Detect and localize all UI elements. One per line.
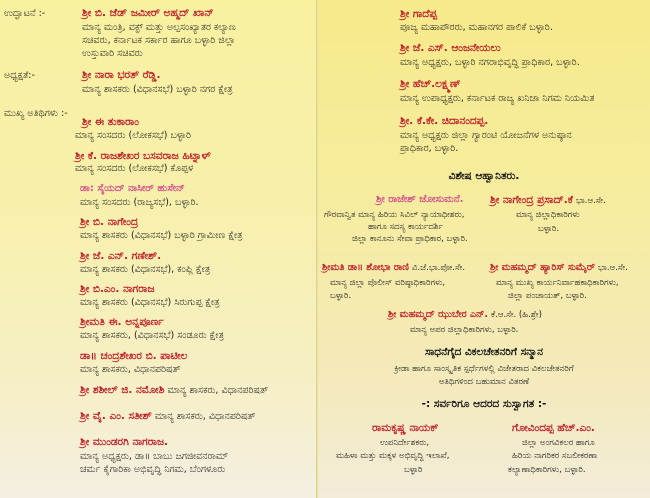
right-page	[318, 0, 650, 498]
guest-name: ಶ್ರೀ ಕೆ. ರಾಜಶೇಖರ ಬಸವರಾಜ ಹಿಟ್ನಾಳ್	[75, 150, 211, 162]
welcome-line: ಹಿರಿಯ ನಾಗರಿಕರ ಸಬಲೀಕರಣಾ	[512, 451, 598, 461]
felicitation-line: ಕ್ರೀಡಾ ಹಾಗೂ ಸಾಂಸ್ಕೃತಿಕ ಸ್ಪರ್ಧೆಗಳಲ್ಲಿ ವಿಜೇತರಾದ ವಿಕಲಚೇತನರಿಗೆ	[394, 364, 574, 374]
guest-name: ಶ್ರೀ ಈ ತುಕಾರಾಂ	[82, 116, 139, 128]
invitee-name: ಶ್ರೀ ಮಹಮ್ಮದ್ ಝುಬೇರ ಎನ್.	[388, 309, 489, 320]
invitee-line: ಜಿಲ್ಲಾ ಪಂಚಾಯತ್, ಬಳ್ಳಾರಿ.	[508, 291, 587, 301]
welcome-line: ಬಳ್ಳಾರಿ	[404, 465, 423, 475]
invitee-tag: ವಿ.ಜೆ.ಭಾ.ಪೋ.ಸೇ.	[411, 263, 466, 273]
invitee-line: ಬಳ್ಳಾರಿ.	[330, 291, 352, 301]
special-invitees-heading: ವಿಶೇಷ ಆಹ್ವಾನಿತರು.	[448, 170, 520, 182]
guest-name: ಶ್ರೀ ಬಿ.ಎಂ. ನಾಗರಾಜ	[80, 283, 155, 295]
guest-line: ಪೂಜ್ಯ ಮಹಾಪೌರರು, ಮಹಾನಗರ ಪಾಲಿಕೆ ಬಳ್ಳಾರಿ.	[400, 22, 553, 33]
guest-line: ಮಾನ್ಯ ಅಧ್ಯಕ್ಷರು, ಡಾ॥ ಬಾಬು ಜಗಜೀವನರಾಮ್	[80, 451, 228, 462]
guest-name: ಶ್ರೀಮತಿ ಈ. ಅನ್ನಪೂರ್ಣ	[80, 316, 164, 328]
inaugurator-line-3: ಉಸ್ತುವಾರಿ ಸಚಿವರು	[82, 48, 143, 59]
guest-name: ಶ್ರೀ ಜೆ. ಎಸ್. ಆಂಜನೇಯಲು	[400, 42, 501, 54]
invitee	[388, 309, 542, 321]
chair-line-1: ಮಾನ್ಯ ಶಾಸಕರು (ವಿಧಾನಸಭೆ) ಬಳ್ಳಾರಿ ನಗರ ಕ್ಷೇತ್ರ	[82, 84, 233, 95]
guest-line: ಮಾನ್ಯ ಶಾಸಕರು, ವಿಧಾನಪರಿಷತ್	[154, 411, 256, 422]
chair-name: ಶ್ರೀ ನಾರಾ ಭರತ್ ರೆಡ್ಡಿ.	[82, 69, 161, 81]
invitee-line: ಮಾನ್ಯ ಮುಖ್ಯ ಕಾರ್ಯನಿರ್ವಾಹಕಾಧಿಕಾರಿಗಳು,	[496, 278, 619, 288]
guest-line: ಮಾನ್ಯ ಶಾಸಕರು (ವಿಧಾನಸಭೆ) ಸಿರುಗುಪ್ಪ ಕ್ಷೇತ್ರ	[80, 297, 220, 308]
invitee-line: ಮಾನ್ಯ ಜಿಲ್ಲಾಧಿಕಾರಿಗಳು	[516, 210, 580, 220]
invitee	[490, 262, 628, 274]
invitee-name: ಶ್ರೀ ನಾಗೇಂದ್ರ ಪ್ರಸಾದ್.ಕೆ	[490, 194, 573, 206]
inline-guest	[80, 384, 268, 397]
guest-name: ಶ್ರೀ ಮುಂಡರಗಿ ನಾಗರಾಜ.	[80, 436, 169, 448]
guests-label: ಮುಖ್ಯ ಅತಿಥಿಗಳು :-	[4, 108, 68, 119]
invitee-line: ಮಾನ್ಯ ಅಪರ ಜಿಲ್ಲಾಧಿಕಾರಿಗಳು, ಬಳ್ಳಾರಿ.	[410, 325, 519, 335]
welcome-line: ಮಹಿಳಾ ಮತ್ತು ಮಕ್ಕಳ ಅಭಿವೃದ್ಧಿ ಇಲಾಖೆ,	[336, 451, 450, 461]
invitee-line: ಮಾನ್ಯ ಜಿಲ್ಲಾ ಪೊಲೀಸ್ ವರಿಷ್ಠಾಧಿಕಾರಿಗಳು,	[330, 278, 446, 288]
guest-line: ಮಾನ್ಯ ಶಾಸಕರು (ವಿಧಾನಸಭೆ), ಕಂಪ್ಲಿ ಕ್ಷೇತ್ರ	[80, 264, 211, 275]
felicitation-heading: ಸಾಧನೆಗೈದ ವಿಕಲಚೇತನರಿಗೆ ಸನ್ಮಾನ	[425, 346, 543, 358]
guest-line: ಮಾನ್ಯ ಸಂಸದರು (ಲೋಕಸಭೆ) ಬಳ್ಳಾರಿ	[75, 130, 192, 141]
invitee-line: ಗೌರವಾನ್ವಿತ ಮಾನ್ಯ ಹಿರಿಯ ಸಿವಿಲ್ ನ್ಯಾಯಾಧೀಶರು,	[324, 210, 465, 220]
guest-name: ಶ್ರೀ. ಕೆ.ಕೇ. ಚಿದಾನಂದಪ್ಪ.	[400, 115, 489, 127]
welcome-name: ರಾಮಕೃಷ್ಣ ನಾಯಕ್	[372, 422, 439, 434]
welcome-name: ಗೋವಿಂದಪ್ಪ ಹೆಚ್.ಎಂ.	[512, 422, 595, 434]
guest-line: ಮಾನ್ಯ ಶಾಸಕರು, ವಿಧಾನಪರಿಷತ್	[80, 364, 181, 375]
guest-name: ಡಾ: ಸೈಯದ್ ನಾಸೀರ್ ಹುಸೇನ್	[80, 183, 185, 194]
guest-line: ಮಾನ್ಯ ಶಾಸಕರು, ವಿಧಾನಪರಿಷತ್	[167, 385, 269, 396]
invitee	[322, 262, 465, 274]
left-page	[0, 0, 318, 498]
inline-guest	[80, 410, 255, 423]
invitee-name: ಶ್ರೀ ಮಹಮ್ಮದ್ ಹ್ಯಾರಿಸ್ ಸುಮೈರ್	[490, 262, 596, 273]
inaugurator-name: ಶ್ರೀ ಬಿ. ಜೆಡ್ ಜಮೀರ್ ಅಹ್ಮದ್ ಖಾನ್	[82, 7, 214, 19]
guest-line: ಪ್ರಾಧಿಕಾರ, ಬಳ್ಳಾರಿ.	[400, 143, 459, 154]
guest-line: ಮಾನ್ಯ ಶಾಸಕರು, (ವಿಧಾನಸಭೆ) ಸಂಡೂರು ಕ್ಷೇತ್ರ	[80, 330, 224, 341]
welcome-line: ಜಿಲ್ಲಾ ಅಂಗವಿಕಲರ ಹಾಗೂ	[522, 438, 595, 448]
welcome-line: ಕಲ್ಯಾಣಾಧಿಕಾರಿಗಳು, ಬಳ್ಳಾರಿ.	[508, 465, 586, 475]
inaugurator-line-2: ಸಚಿವರು, ಕರ್ನಾಟಕ ಸರ್ಕಾರ ಹಾಗೂ ಬಳ್ಳಾರಿ ಜಿಲ್ಲಾ	[82, 35, 236, 46]
invitee-tag: ಕೆ.ಆ.ಸೇ. (ಹಿ.ಶ್ರೇ)	[491, 310, 542, 320]
invitee-tag: ಭಾ.ಆ.ಸೇ.	[575, 196, 606, 206]
guest-line: ಚರ್ಮ ಕೈಗಾರಿಕಾ ಅಭಿವೃದ್ಧಿ ನಿಗಮ, ಬೆಂಗಳೂರು	[80, 464, 226, 475]
guest-line: ಮಾನ್ಯ ಉಪಾಧ್ಯಕ್ಷರು, ಕರ್ನಾಟಕ ರಾಜ್ಯ ಖನಿಜಾ ನಿಗಮ ನಿಯಮಿತ	[400, 93, 595, 104]
guest-line: ಮಾನ್ಯ ಸಂಸದರು (ಲೋಕಸಭೆ) ಕೊಪ್ಪಳ	[75, 163, 194, 174]
inaugurator-line-1: ಮಾನ್ಯ ಮಂತ್ರಿ, ವಕ್ಫ್ ಮತ್ತು ಅಲ್ಪಸಂಖ್ಯಾತರ ಕಲ್ಯಾಣ	[82, 22, 236, 33]
guest-name: ಶ್ರೀ ಹೆಚ್.ಲಕ್ಷ್ಮಣ್	[400, 78, 461, 90]
welcome-line: ಉಪನಿರ್ದೇಶಕರು,	[380, 438, 430, 448]
welcome-heading: -: ಸರ್ವರಿಗೂ ಆದರದ ಸುಸ್ವಾಗತ :-	[421, 398, 547, 410]
invitee-name: ಶ್ರೀಮತಿ ಡಾ॥ ಶೋಭಾ ರಾಣಿ	[322, 262, 409, 273]
invitee-line: ಬಳ್ಳಾರಿ.	[538, 224, 560, 234]
chair-label: ಅಧ್ಯಕ್ಷತೆ:-	[4, 70, 35, 81]
guest-name: ಶ್ರೀ ಜೆ. ಎನ್. ಗಣೇಶ್.	[80, 250, 162, 262]
invitee-tag: ಭಾ.ಆ.ಸೇ.	[598, 263, 628, 273]
inauguration-label: ಉದ್ಘಾಟನೆ :-	[4, 8, 46, 19]
felicitation-line: ಅತಿಥಿಗಳಿಂದ ಬಹುಮಾನ ವಿತರಣೆ	[438, 377, 530, 387]
invitee-line: ಹಾಗೂ ಸದಸ್ಯ ಕಾರ್ಯದರ್ಶಿ	[368, 222, 443, 232]
guest-line: ಮಾನ್ಯ ಅಧ್ಯಕ್ಷರು ಜಿಲ್ಲಾ ಗ್ಯಾರಂಟಿ ಯೋಜನೆಗಳ ಅನುಷ್ಠಾನ	[400, 130, 572, 141]
guest-name: ಶ್ರೀ ಬಿ. ನಾಗೇಂದ್ರ	[80, 216, 139, 228]
guest-line: ಮಾನ್ಯ ಸಂಸದರು (ರಾಜ್ಯಸಭೆ), ಬಳ್ಳಾರಿ.	[80, 197, 199, 208]
invitee	[490, 194, 606, 207]
guest-line: ಮಾನ್ಯ ಶಾಸಕರು (ವಿಧಾನಸಭೆ) ಬಳ್ಳಾರಿ ಗ್ರಾಮೀಣ ಕ್ಷೇತ್ರ	[80, 230, 243, 241]
guest-name: ಶ್ರೀ ವೈ. ಎಂ. ಸತೀಶ್	[80, 410, 152, 422]
guest-name: ಶ್ರೀ ಶಶೀಲ್ ಜಿ. ನಮೋಶಿ	[80, 384, 165, 396]
invitee-line: ಜಿಲ್ಲಾ ಕಾನೂನು ಸೇವಾ ಪ್ರಾಧಿಕಾರ, ಬಳ್ಳಾರಿ.	[352, 234, 468, 244]
invitee-name: ಶ್ರೀ ರಾಜೇಶ್ ಜೋಸುಮನೆ.	[376, 194, 464, 205]
guest-line: ಮಾನ್ಯ ಅಧ್ಯಕ್ಷರು, ಬಳ್ಳಾರಿ ನಗರಾಭಿವೃದ್ಧಿ ಪ್ರಾಧಿಕಾರ, ಬಳ್ಳಾರಿ.	[400, 57, 580, 68]
guest-name: ಶ್ರೀ ಗಾದೆಪ್ಪ	[400, 8, 438, 20]
guest-name: ಡಾ॥ ಚಂದ್ರಶೇಖರ ಬಿ. ಪಾಟೀಲ	[80, 350, 188, 362]
